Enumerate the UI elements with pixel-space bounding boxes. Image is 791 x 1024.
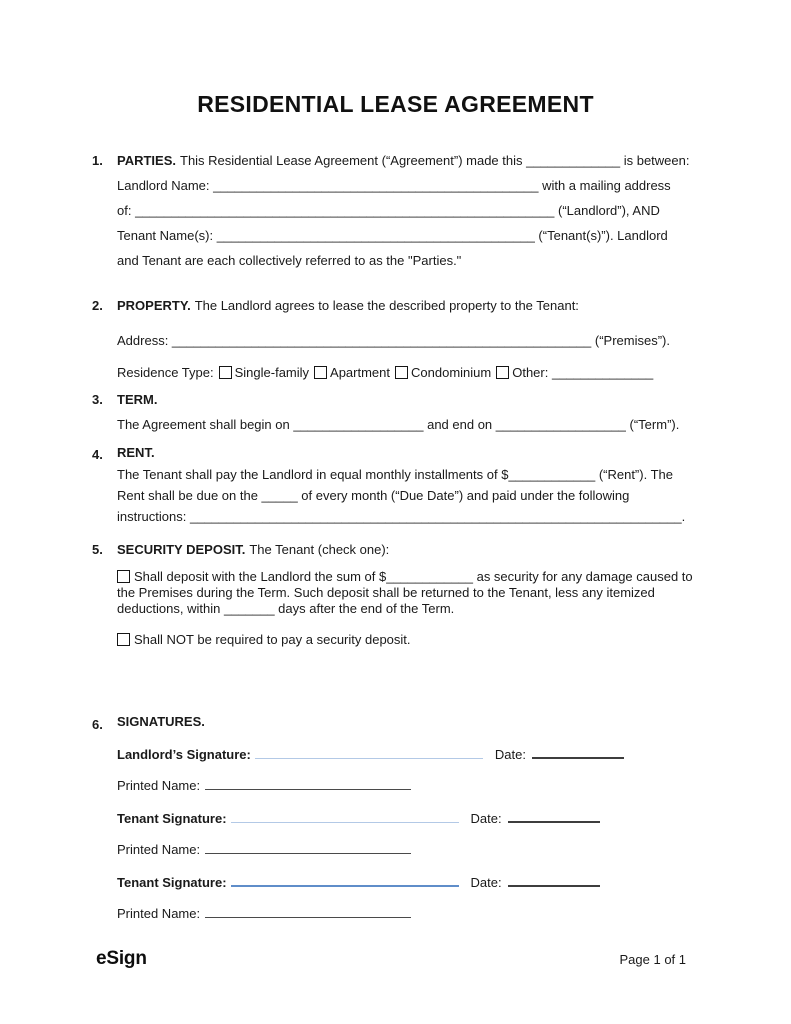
single-family-checkbox[interactable] xyxy=(219,366,232,379)
date-label: Date: xyxy=(494,747,526,762)
condominium-checkbox[interactable] xyxy=(395,366,408,379)
single-family-label: Single-family xyxy=(234,365,310,380)
section-number: 5. xyxy=(92,542,103,557)
tenant-date-field-1 xyxy=(508,808,600,823)
section-number: 6. xyxy=(92,717,103,732)
deposit-not-required-checkbox[interactable] xyxy=(117,633,130,646)
rent-heading: RENT. xyxy=(117,445,155,460)
rent-heading-line xyxy=(117,442,702,464)
residence-option-single-family xyxy=(219,365,309,380)
signatures-heading: SIGNATURES. xyxy=(117,714,205,729)
residence-type-line xyxy=(117,360,702,385)
section-signatures xyxy=(92,712,702,924)
term-heading: TERM. xyxy=(117,392,158,407)
property-intro: The Landlord agrees to lease the described property to the Tenant: xyxy=(194,298,579,313)
apartment-label: Apartment xyxy=(330,365,391,380)
tenant-printed-name-field-2 xyxy=(205,904,411,918)
date-label: Date: xyxy=(470,875,502,890)
signatures-heading-line xyxy=(117,712,702,732)
deposit-option-required xyxy=(117,569,702,617)
printed-name-label: Printed Name: xyxy=(117,906,201,921)
rent-instructions-line: instructions: ____________________________________________________________________. xyxy=(117,509,686,524)
apartment-checkbox[interactable] xyxy=(314,366,327,379)
landlord-signature-row xyxy=(117,744,702,764)
landlord-signature-field[interactable] xyxy=(255,745,483,759)
deposit-intro: The Tenant (check one): xyxy=(249,542,390,557)
printed-name-label: Printed Name: xyxy=(117,842,201,857)
parties-intro: This Residential Lease Agreement (“Agreement”) made this _____________ is between: xyxy=(180,153,690,168)
property-heading-line xyxy=(117,293,702,318)
section-security-deposit xyxy=(92,537,702,648)
document-title: RESIDENTIAL LEASE AGREEMENT xyxy=(197,91,594,117)
page-number-label: Page 1 of 1 xyxy=(619,952,686,967)
page-footer xyxy=(96,948,686,970)
date-label: Date: xyxy=(470,811,502,826)
residence-option-other xyxy=(496,365,548,380)
deposit-required-checkbox[interactable] xyxy=(117,570,130,583)
property-address-line: Address: __________________________________________________________ (“Premises”). xyxy=(117,333,670,348)
section-number: 3. xyxy=(92,392,103,407)
condominium-label: Condominium xyxy=(411,365,492,380)
parties-heading-line xyxy=(117,148,702,173)
other-label: Other: xyxy=(512,365,549,380)
other-checkbox[interactable] xyxy=(496,366,509,379)
tenant-printed-name-field-1 xyxy=(205,840,411,854)
deposit-heading-line xyxy=(117,537,702,562)
residence-type-label: Residence Type: xyxy=(117,365,214,380)
tenant-date-field-2 xyxy=(508,872,600,887)
residence-option-condominium xyxy=(395,365,491,380)
tenant-printed-name-row-2 xyxy=(117,904,702,924)
term-dates-line: The Agreement shall begin on __________________ and end on __________________ (“Term”). xyxy=(117,417,680,432)
tenant-signature-field-1[interactable] xyxy=(231,809,459,823)
other-blank: ______________ xyxy=(551,365,654,380)
section-number: 2. xyxy=(92,298,103,313)
deposit-heading: SECURITY DEPOSIT. xyxy=(117,542,246,557)
parties-closing-line: and Tenant are each collectively referred to as the "Parties." xyxy=(117,253,462,268)
term-heading-line xyxy=(117,387,702,412)
esign-logo: eSign xyxy=(96,948,147,969)
section-rent xyxy=(92,442,702,527)
document-content xyxy=(0,148,791,924)
section-number: 4. xyxy=(92,447,103,462)
tenant-signature-label: Tenant Signature: xyxy=(117,875,227,890)
tenant-signature-field-2[interactable] xyxy=(231,872,459,887)
section-parties xyxy=(92,148,702,273)
landlord-printed-name-field xyxy=(205,776,411,790)
printed-name-label: Printed Name: xyxy=(117,778,201,793)
deposit-not-required-text: Shall NOT be required to pay a security deposit. xyxy=(134,632,411,647)
property-heading: PROPERTY. xyxy=(117,298,191,313)
landlord-printed-name-row xyxy=(117,776,702,796)
deposit-required-text: Shall deposit with the Landlord the sum of $____________ as security for any damage caused to the Premises during the Term. Such deposit shall be returned to the Tenant, less any itemized deductions, within _______ days after the end of the Term. xyxy=(117,569,693,616)
tenant-printed-name-row-1 xyxy=(117,840,702,860)
section-property xyxy=(92,293,702,385)
rent-due-line: Rent shall be due on the _____ of every month (“Due Date”) and paid under the following xyxy=(117,488,630,503)
tenant-signature-row-2 xyxy=(117,872,702,892)
rent-amount-line: The Tenant shall pay the Landlord in equal monthly installments of $____________ (“Rent”). The xyxy=(117,467,673,482)
landlord-signature-label: Landlord’s Signature: xyxy=(117,747,251,762)
tenant-name-line: Tenant Name(s): ____________________________________________ (“Tenant(s)”). Landlord xyxy=(117,228,668,243)
tenant-signature-row-1 xyxy=(117,808,702,828)
mailing-address-line: of: __________________________________________________________ (“Landlord”), AND xyxy=(117,203,660,218)
section-number: 1. xyxy=(92,153,103,168)
landlord-date-field xyxy=(532,744,624,759)
section-term xyxy=(92,387,702,437)
landlord-name-line: Landlord Name: _____________________________________________ with a mailing address xyxy=(117,178,671,193)
deposit-option-not-required xyxy=(117,632,702,648)
parties-heading: PARTIES. xyxy=(117,153,176,168)
residence-option-apartment xyxy=(314,365,390,380)
tenant-signature-label: Tenant Signature: xyxy=(117,811,227,826)
